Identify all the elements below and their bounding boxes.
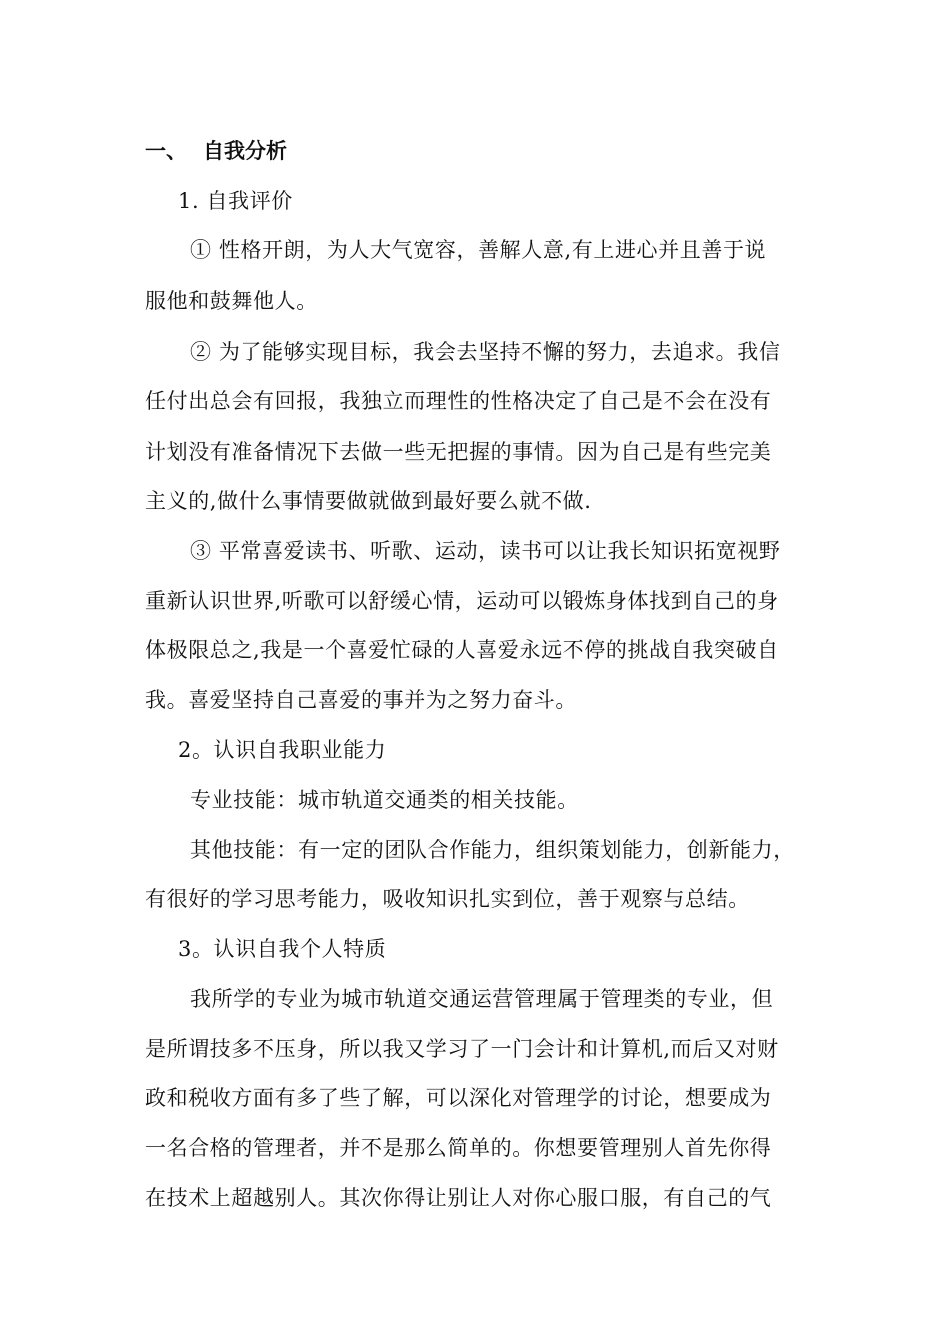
subsection-title-personal-traits: 3。认识自我个人特质 <box>178 937 387 961</box>
paragraph-line: 计划没有准备情况下去做一些无把握的事情。因为自己是有些完美 <box>145 440 772 464</box>
paragraph-line: 重新认识世界,听歌可以舒缓心情，运动可以锻炼身体找到自己的身 <box>145 589 779 613</box>
paragraph-line: 体极限总之,我是一个喜爱忙碌的人喜爱永远不停的挑战自我突破自 <box>145 638 779 662</box>
paragraph-line: 有很好的学习思考能力，吸收知识扎实到位，善于观察与总结。 <box>145 887 750 911</box>
subsection-title-career-ability: 2。认识自我职业能力 <box>178 738 387 762</box>
section-number: 一、 <box>145 139 187 163</box>
paragraph-line: ③ 平常喜爱读书、听歌、运动，读书可以让我长知识拓宽视野 <box>190 539 781 563</box>
paragraph-line: ② 为了能够实现目标，我会去坚持不懈的努力，去追求。我信 <box>190 340 781 364</box>
paragraph-line: 一名合格的管理者，并不是那么简单的。你想要管理别人首先你得 <box>145 1136 772 1160</box>
paragraph-line: 我所学的专业为城市轨道交通运营管理属于管理类的专业，但 <box>190 987 774 1011</box>
paragraph-line: 主义的,做什么事情要做就做到最好要么就不做. <box>145 489 592 513</box>
paragraph-line: 我。喜爱坚持自己喜爱的事并为之努力奋斗。 <box>145 688 577 712</box>
section-title: 自我分析 <box>203 139 287 163</box>
paragraph-line: 是所谓技多不压身，所以我又学习了一门会计和计算机,而后又对财 <box>145 1037 779 1061</box>
paragraph-line: 专业技能：城市轨道交通类的相关技能。 <box>190 788 579 812</box>
paragraph-line: 任付出总会有回报，我独立而理性的性格决定了自己是不会在没有 <box>145 389 772 413</box>
paragraph-line: 其他技能：有一定的团队合作能力，组织策划能力，创新能力， <box>190 838 795 862</box>
paragraph-line: 在技术上超越别人。其次你得让别让人对你心服口服，有自己的气 <box>145 1186 772 1210</box>
section-heading <box>145 136 287 166</box>
paragraph-line: ① 性格开朗，为人大气宽容，善解人意,有上进心并且善于说 <box>190 238 767 262</box>
paragraph-line: 政和税收方面有多了些了解，可以深化对管理学的讨论，想要成为 <box>145 1086 772 1110</box>
paragraph-line: 服他和鼓舞他人。 <box>145 289 318 313</box>
subsection-title-self-evaluation: 1. 自我评价 <box>178 189 293 213</box>
